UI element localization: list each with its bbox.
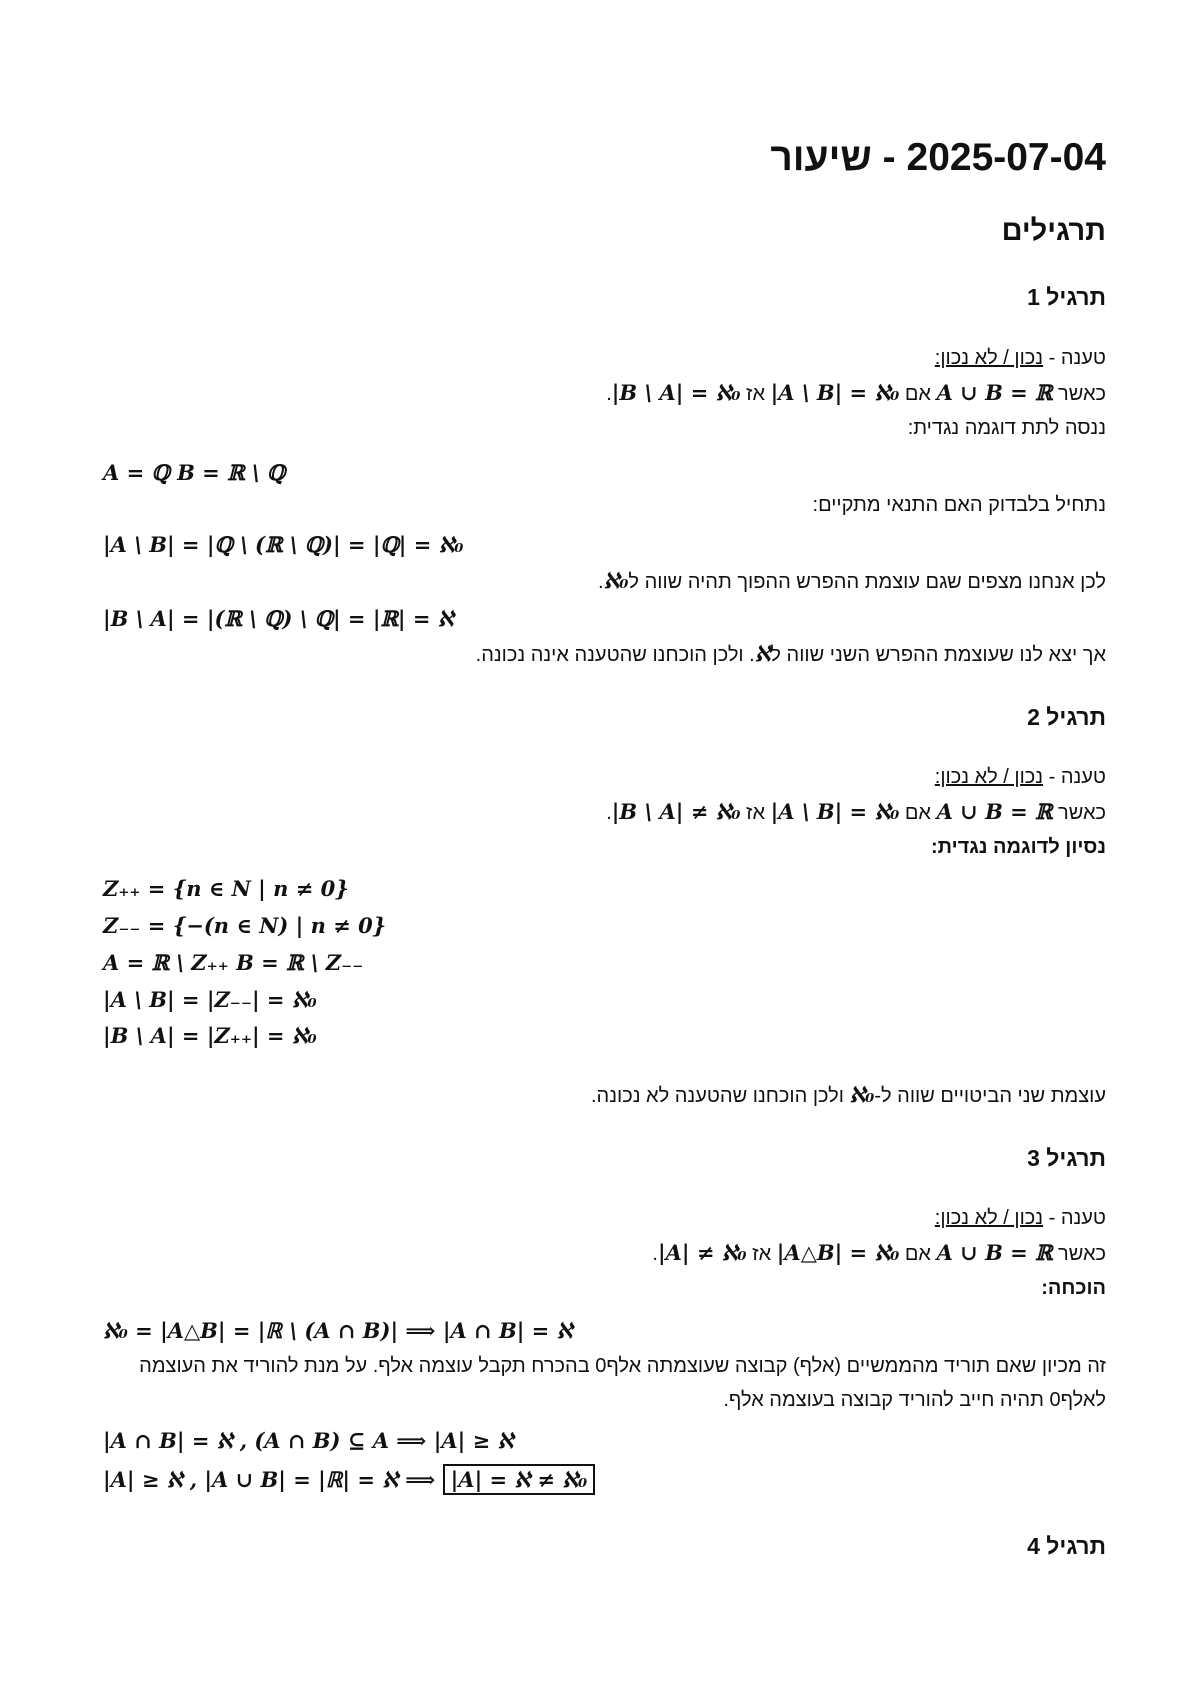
exercise-3-claim: [103, 1203, 1106, 1233]
exercise-1-calc-1: |A \ B| = |ℚ \ (ℝ \ ℚ)| = |ℚ| = ℵ₀: [103, 532, 464, 557]
math-union: A ∪ B = ℝ: [936, 380, 1053, 405]
cond-if: אם: [899, 383, 937, 405]
exercise-2-condition: [103, 797, 1106, 828]
math-diff-ba: |B \ A| ≠ ℵ₀: [611, 799, 741, 824]
exercise-1-claim: [103, 343, 1106, 373]
conclusion-b: . ולכן הוכחנו שהטענה אינה נכונה.: [475, 644, 755, 666]
math-union: A ∪ B = ℝ: [936, 1240, 1053, 1265]
exercise-1-try: ננסה לתת דוגמה נגדית:: [907, 417, 1106, 439]
math-diff-ba: |B \ A| = ℵ₀: [611, 380, 741, 405]
expect-end: .: [598, 571, 604, 593]
expect-text: לכן אנחנו מצפים שגם עוצמת ההפרש ההפוך תהיה שווה ל: [628, 571, 1106, 593]
math-symdiff: |A△B| = ℵ₀: [776, 1240, 900, 1265]
exercise-1-calc-2: |B \ A| = |(ℝ \ ℚ) \ ℚ| = |ℝ| = ℵ: [103, 606, 454, 631]
cond-if: אם: [899, 1243, 937, 1265]
math-aleph0: ℵ₀: [603, 568, 629, 593]
math-3-prefix: |A| ≥ ℵ , |A ∪ B| = |ℝ| = ℵ ⟹: [103, 1467, 443, 1492]
claim-label: טענה -: [1043, 766, 1106, 788]
exercise-2-math-1: Z₊₊ = {n ∈ N | n ≠ 0}: [103, 876, 349, 901]
claim-value: נכון / לא נכון:: [934, 347, 1044, 369]
cond-prefix: כאשר: [1052, 383, 1106, 405]
exercise-2-try: נסיון לדוגמה נגדית:: [930, 836, 1106, 858]
cond-then: אז: [740, 802, 771, 824]
exercise-1-conclusion: [103, 639, 1106, 670]
claim-label: טענה -: [1043, 1207, 1106, 1229]
exercise-3-proof-label: הוכחה:: [1041, 1277, 1106, 1299]
exercise-3-math-2: |A ∩ B| = ℵ , (A ∩ B) ⊆ A ⟹ |A| ≥ ℵ: [103, 1428, 514, 1453]
cond-if: אם: [899, 802, 937, 824]
conclusion-b: ולכן הוכחנו שהטענה לא נכונה.: [591, 1085, 850, 1107]
section-heading: תרגילים: [1001, 215, 1106, 247]
math-diff-ab: |A \ B| = ℵ₀: [770, 380, 900, 405]
cond-then: אז: [746, 1243, 777, 1265]
cond-end: .: [652, 1243, 658, 1265]
exercise-2-conclusion: [103, 1080, 1106, 1111]
cond-end: .: [606, 802, 612, 824]
cond-end: .: [606, 383, 612, 405]
claim-label: טענה -: [1043, 347, 1106, 369]
exercise-2-heading: תרגיל 2: [1027, 704, 1106, 730]
math-card-a: |A| ≠ ℵ₀: [657, 1240, 747, 1265]
exercise-2-claim: [103, 762, 1106, 792]
conclusion-a: אך יצא לנו שעוצמת ההפרש השני שווה ל: [770, 644, 1106, 666]
claim-value: נכון / לא נכון:: [934, 766, 1044, 788]
cond-then: אז: [740, 383, 771, 405]
exercise-1-expect: [103, 566, 1106, 597]
exercise-1-heading: תרגיל 1: [1027, 284, 1106, 310]
boxed-result: |A| = ℵ ≠ ℵ₀: [443, 1464, 596, 1495]
exercise-2-math-4: |A \ B| = |Z₋₋| = ℵ₀: [103, 987, 317, 1012]
exercise-3-paragraph: זה מכיון שאם תוריד מהממשיים (אלף) קבוצה שעוצמתה אלף0 בהכרח תקבל עוצמה אלף. על מנת להוריד את העוצמה לאלף0 תהיה חייב להוריד קבוצה בעוצמה אלף.: [139, 1355, 1106, 1411]
document-page: [103, 0, 1106, 1697]
exercise-1-definition: A = ℚ B = ℝ \ ℚ: [103, 460, 286, 485]
exercise-1-check: נתחיל בלבדוק האם התנאי מתקיים:: [812, 494, 1106, 516]
exercise-3-math-3: [103, 1463, 595, 1497]
exercise-4-heading: תרגיל 4: [1027, 1533, 1106, 1559]
exercise-2-math-2: Z₋₋ = {−(n ∈ N) | n ≠ 0}: [103, 913, 387, 938]
exercise-2-math-3: A = ℝ \ Z₊₊ B = ℝ \ Z₋₋: [103, 950, 364, 975]
exercise-3-heading: תרגיל 3: [1027, 1145, 1106, 1171]
page-title: 2025-07-04 - שיעור: [770, 136, 1106, 179]
math-union: A ∪ B = ℝ: [936, 799, 1053, 824]
exercise-2-math-5: |B \ A| = |Z₊₊| = ℵ₀: [103, 1023, 317, 1048]
exercise-1-condition: [103, 378, 1106, 409]
math-aleph0: ℵ₀: [849, 1082, 875, 1107]
exercise-3-math-1: ℵ₀ = |A△B| = |ℝ \ (A ∩ B)| ⟹ |A ∩ B| = ℵ: [103, 1318, 573, 1343]
cond-prefix: כאשר: [1052, 802, 1106, 824]
exercise-3-condition: [103, 1238, 1106, 1269]
conclusion-a: עוצמת שני הביטויים שווה ל-: [874, 1085, 1106, 1107]
math-aleph: ℵ: [754, 641, 771, 666]
cond-prefix: כאשר: [1052, 1243, 1106, 1265]
math-diff-ab: |A \ B| = ℵ₀: [770, 799, 900, 824]
claim-value: נכון / לא נכון:: [934, 1207, 1044, 1229]
